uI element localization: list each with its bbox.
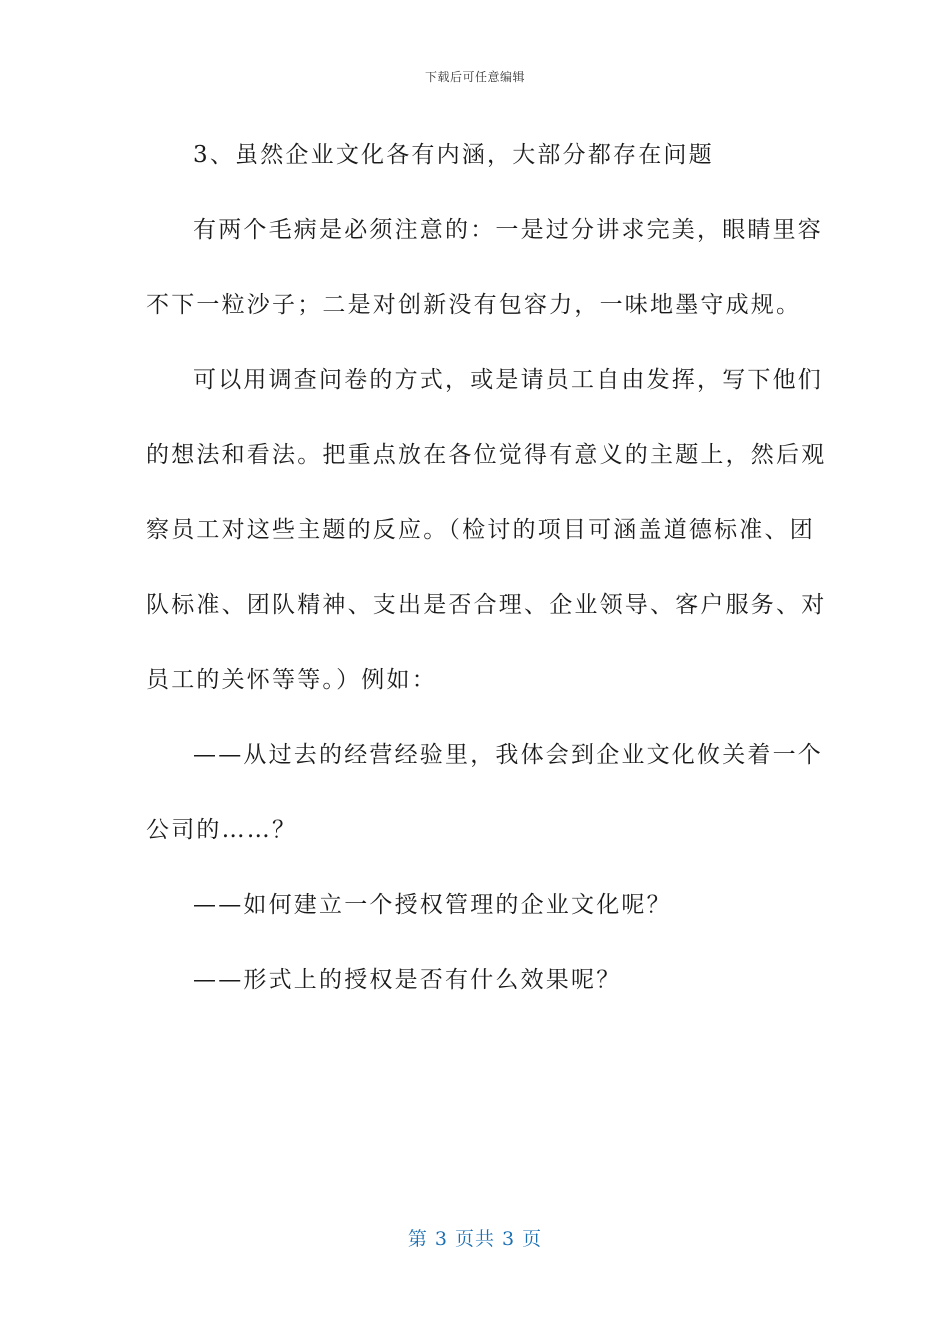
page-number-footer: 第 3 页共 3 页	[407, 1228, 543, 1250]
paragraph-heading-3: 3、虽然企业文化各有内涵，大部分都存在问题	[193, 142, 714, 168]
paragraph-line: 队标准、团队精神、支出是否合理、企业领导、客户服务、对	[146, 592, 827, 618]
question-line: ——如何建立一个授权管理的企业文化呢？	[193, 892, 672, 918]
paragraph-line: 员工的关怀等等。）例如：	[146, 667, 437, 693]
document-body	[146, 118, 827, 1018]
paragraph-line: 的想法和看法。把重点放在各位觉得有意义的主题上，然后观	[146, 442, 827, 468]
paragraph-line: 察员工对这些主题的反应。（检讨的项目可涵盖道德标准、团	[146, 517, 815, 543]
question-line: 公司的……？	[146, 817, 298, 843]
paragraph-line: 不下一粒沙子；二是对创新没有包容力，一味地墨守成规。	[146, 292, 802, 318]
page-header: 下载后可任意编辑	[424, 70, 525, 84]
question-line: ——从过去的经营经验里，我体会到企业文化攸关着一个	[193, 742, 823, 768]
paragraph-line: 有两个毛病是必须注意的：一是过分讲求完美，眼睛里容	[193, 217, 823, 243]
paragraph-line: 可以用调查问卷的方式，或是请员工自由发挥，写下他们	[193, 367, 823, 393]
question-line: ——形式上的授权是否有什么效果呢？	[193, 967, 622, 993]
